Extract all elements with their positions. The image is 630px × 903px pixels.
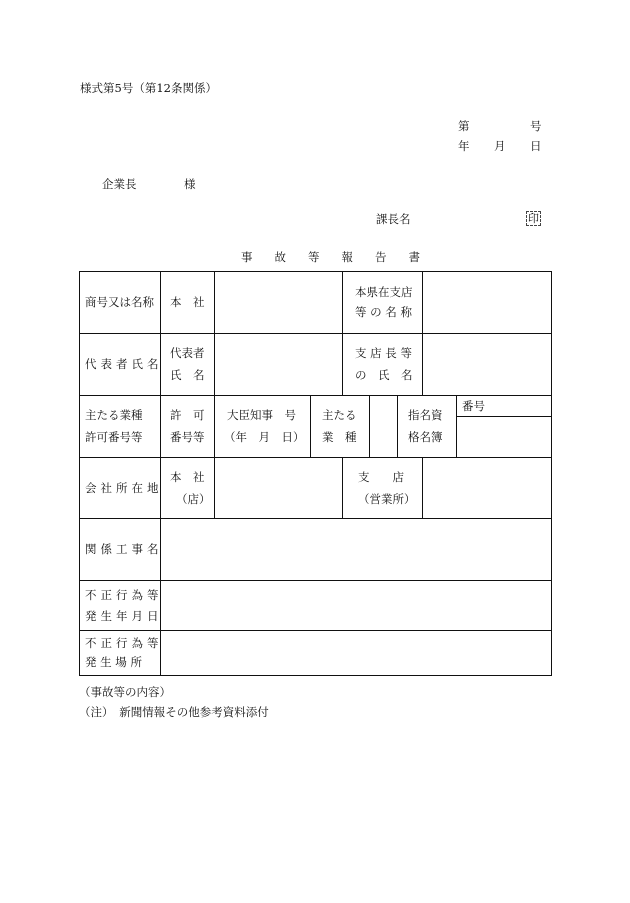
business-type-1: 主たる [322, 408, 357, 422]
section-chief-label: 課長名 [376, 212, 411, 226]
document-title [241, 249, 420, 265]
representative-sub-1: 代表者 [170, 346, 205, 360]
trade-name-label: 商号又は名称 [85, 295, 154, 309]
title-char: 事 [241, 250, 253, 264]
branch-manager-1: 支 店 長 等 [355, 346, 412, 360]
permit-number-label: 許可番号等 [85, 430, 143, 444]
note: （注） 新聞情報その他参考資料添付 [79, 705, 269, 719]
branch-label-2: 等 の 名 称 [355, 305, 412, 319]
number-label: 番号 [462, 399, 485, 413]
nomination-label-2: 格名簿 [408, 430, 443, 444]
head-office-address-1: 本 社 [170, 470, 205, 484]
title-char: 告 [375, 250, 387, 264]
related-work-label: 関係工事名 [85, 542, 163, 556]
representative-label: 代表者氏名 [85, 357, 163, 371]
misconduct-date-label-2: 発生年月日 [85, 609, 163, 623]
minister-governor-label: 大臣知事 号 [227, 408, 296, 422]
month-label: 月 [494, 139, 506, 153]
form-number: 様式第5号（第12条関係） [80, 81, 217, 95]
permit-sub-2: 番号等 [170, 430, 205, 444]
branch-address-2: （営業所） [358, 492, 416, 506]
seal-stamp: 印 [528, 212, 539, 225]
misconduct-date-label-1: 不正行為等 [85, 588, 163, 602]
head-office-address-2: （店） [176, 492, 211, 506]
honorific: 様 [184, 177, 196, 191]
go-label: 号 [530, 119, 542, 133]
title-char: 報 [341, 250, 353, 264]
day-label: 日 [530, 139, 542, 153]
permit-sub-1: 許 可 [170, 408, 205, 422]
nomination-label-1: 指名資 [408, 408, 443, 422]
year-label: 年 [458, 139, 470, 153]
title-char: 書 [408, 250, 420, 264]
misconduct-place-label-1: 不正行為等 [85, 636, 163, 650]
title-char: 等 [308, 250, 320, 264]
addressee: 企業長 [102, 177, 137, 191]
branch-label-1: 本県在支店 [355, 285, 413, 299]
dai-label: 第 [458, 119, 470, 133]
branch-address-1: 支 店 [358, 470, 404, 484]
business-type-2: 業 種 [322, 430, 357, 444]
misconduct-place-label-2: 発 生 場 所 [85, 655, 142, 669]
branch-manager-2: の 氏 名 [355, 368, 413, 382]
title-char: 故 [274, 250, 286, 264]
main-business-label: 主たる業種 [85, 408, 143, 422]
company-address-label: 会社所在地 [85, 481, 163, 495]
representative-sub-2: 氏 名 [170, 368, 205, 382]
head-office-label: 本 社 [170, 295, 205, 309]
permit-date-label: （年 月 日） [224, 430, 305, 444]
incident-content-label: （事故等の内容） [79, 685, 171, 699]
